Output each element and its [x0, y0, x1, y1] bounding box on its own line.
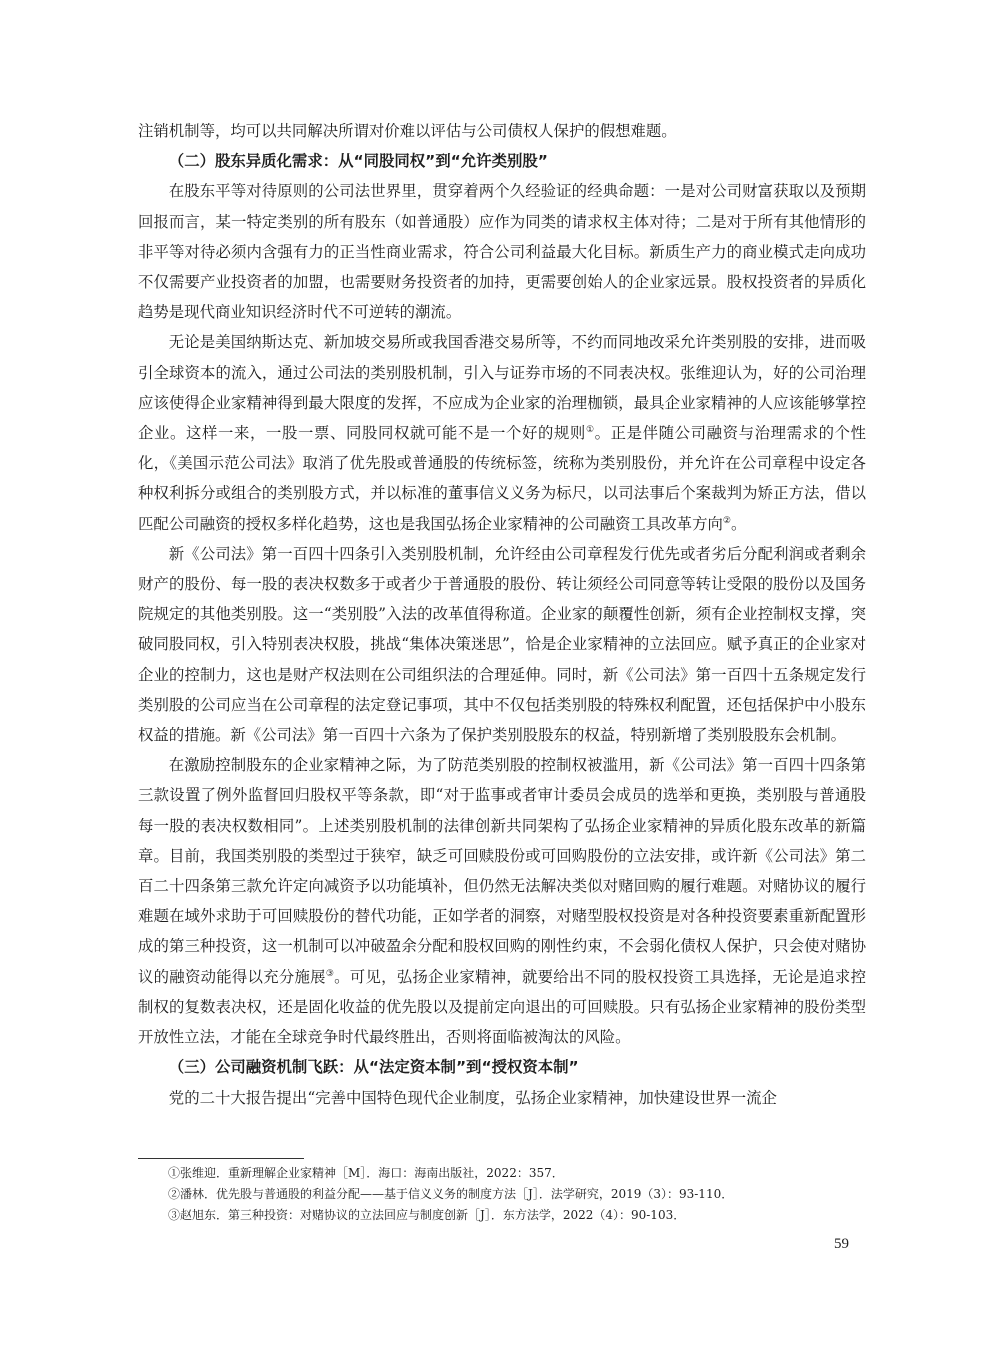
paragraph-2-part-a: 无论是美国纳斯达克、新加坡交易所或我国香港交易所等，不约而同地改采允许类别股的安排，进而吸引全球资本的流入，通过公司法的类别股机制，引入与证券市场的不同表决权。张维迎认为，好的公司治理应该使得企业家精神得到最大限度的发挥，不应成为企业家的治理枷锁，最具企业家精神的人应该能够掌控企业。这样一来，一股一票、同股同权就可能不是一个好的规则 — [138, 333, 866, 443]
page-number: 59 — [834, 1236, 849, 1252]
footnote-marker-1[interactable]: ① — [585, 424, 595, 435]
paragraph-1: 在股东平等对待原则的公司法世界里，贯穿着两个久经验证的经典命题：一是对公司财富获取以及预期回报而言，某一特定类别的所有股东（如普通股）应作为同类的请求权主体对待；二是对于所有其他情形的非平等对待必须内含强有力的正当性商业需求，符合公司利益最大化目标。新质生产力的商业模式走向成功不仅需要产业投资者的加盟，也需要财务投资者的加持，更需要创始人的企业家远景。股权投资者的异质化趋势是现代商业知识经济时代不可逆转的潮流。 — [138, 182, 866, 322]
paragraph-3: 新《公司法》第一百四十四条引入类别股机制，允许经由公司章程发行优先或者劣后分配利润或者剩余财产的股份、每一股的表决权数多于或者少于普通股的股份、转让须经公司同意等转让受限的股份以及国务院规定的其他类别股。这一“类别股”入法的改革值得称道。企业家的颠覆性创新，须有企业控制权支撑，突破同股同权，引入特别表决权股，挑战“集体决策迷思”，恰是企业家精神的立法回应。赋予真正的企业家对企业的控制力，这也是财产权法则在公司组织法的合理延伸。同时，新《公司法》第一百四十五条规定发行类别股的公司应当在公司章程的法定登记事项，其中不仅包括类别股的特殊权利配置，还包括保护中小股东权益的措施。新《公司法》第一百四十六条为了保护类别股股东的权益，特别新增了类别股股东会机制。 — [138, 544, 866, 745]
paragraph-5: 党的二十大报告提出“完善中国特色现代企业制度，弘扬企业家精神，加快建设世界一流企 — [168, 1088, 777, 1107]
paragraph-2-part-c: 。 — [730, 514, 747, 533]
footnote-3: ③赵旭东．第三种投资：对赌协议的立法回应与制度创新［J］．东方法学，2022（4）：90-103． — [168, 1208, 686, 1222]
paragraph-4 — [138, 750, 866, 1052]
paragraph-continued: 注销机制等，均可以共同解决所谓对价难以评估与公司债权人保护的假想难题。 — [138, 122, 677, 140]
paragraph-4-part-a: 在激励控制股东的企业家精神之际，为了防范类别股的控制权被滥用，新《公司法》第一百四十四条第三款设置了例外监督回归股权平等条款，即“对于监事或者审计委员会成员的选举和更换，类别股与普通股每一股的表决权数相同”。上述类别股机制的法律创新共同架构了弘扬企业家精神的异质化股东改革的新篇章。目前，我国类别股的类型过于狭窄，缺乏可回赎股份或可回购股份的立法安排，或许新《公司法》第二百二十四条第三款允许定向减资予以功能填补，但仍然无法解决类似对赌回购的履行难题。对赌协议的履行难题在域外求助于可回赎股份的替代功能，正如学者的洞察，对赌型股权投资是对各种投资要素重新配置形成的第三种投资，这一机制可以冲破盈余分配和股权回购的刚性约束，不会弱化债权人保护，只会使对赌协议的融资动能得以充分施展 — [138, 756, 866, 986]
paragraph-4-part-b: 。可见，弘扬企业家精神，就要给出不同的股权投资工具选择，无论是追求控制权的复数表决权，还是固化收益的优先股以及提前定向退出的可回赎股。只有弘扬企业家精神的股份类型开放性立法，才能在全球竞争时代最终胜出，否则将面临被淘汰的风险。 — [138, 967, 866, 1047]
paragraph-2-part-b: 。正是伴随公司融资与治理需求的个性化，《美国示范公司法》取消了优先股或普通股的传统标签，统称为类别股份，并允许在公司章程中设定各种权利拆分或组合的类别股方式，并以标准的董事信义义务为标尺，以司法事后个案裁判为矫正方法，借以匹配公司融资的授权多样化趋势，这也是我国弘扬企业家精神的公司融资工具改革方向 — [138, 424, 866, 533]
footnote-2: ②潘林．优先股与普通股的利益分配——基于信义义务的制度方法［J］．法学研究，2019（3）：93-110． — [168, 1187, 734, 1201]
footnote-divider — [138, 1158, 304, 1159]
footnote-marker-2[interactable]: ② — [722, 515, 731, 526]
footnote-marker-3[interactable]: ③ — [325, 968, 335, 979]
paragraph-2 — [138, 327, 866, 538]
footnote-1: ①张维迎．重新理解企业家精神［M］．海口：海南出版社，2022：357． — [168, 1166, 564, 1180]
section-heading-2: （二）股东异质化需求：从“同股同权”到“允许类别股” — [168, 152, 548, 171]
section-heading-3: （三）公司融资机制飞跃：从“法定资本制”到“授权资本制” — [168, 1058, 579, 1077]
body-text — [138, 116, 866, 1113]
footnotes — [168, 1163, 868, 1226]
